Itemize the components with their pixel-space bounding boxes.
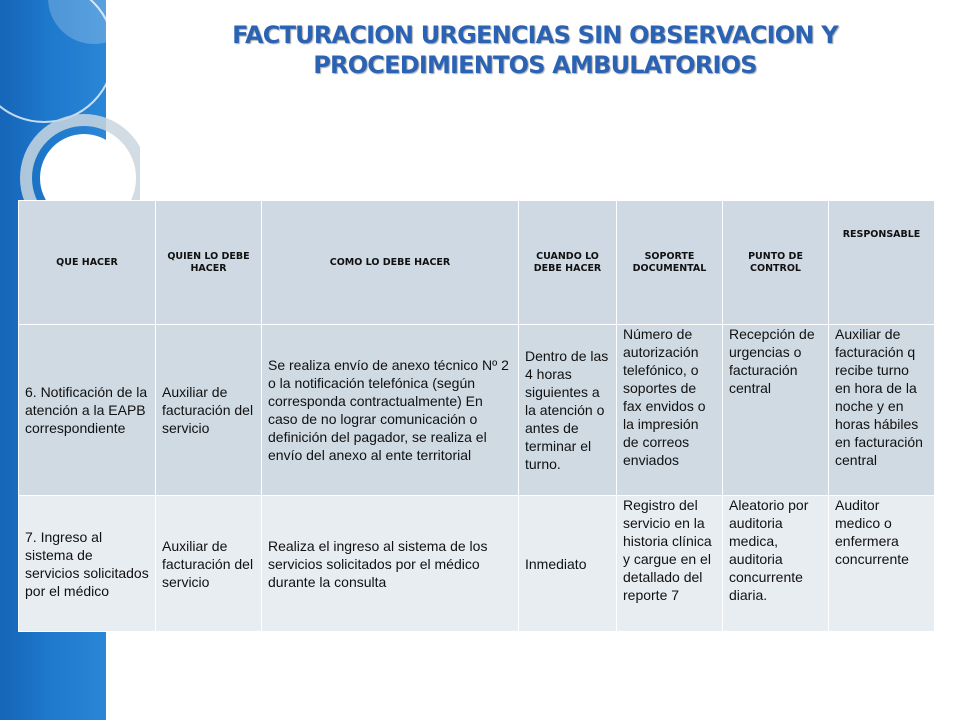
page-title bbox=[140, 20, 930, 80]
header-soporte-documental: SOPORTE DOCUMENTAL bbox=[617, 201, 723, 325]
cell-que-hacer: 7. Ingreso al sistema de servicios solicitados por el médico bbox=[19, 496, 156, 632]
cell-cuando: Inmediato bbox=[519, 496, 617, 632]
page-title-line-2: PROCEDIMIENTOS AMBULATORIOS bbox=[313, 51, 757, 79]
header-punto-de-control: PUNTO DE CONTROL bbox=[723, 201, 829, 325]
table-row bbox=[19, 325, 935, 496]
header-quien-lo-debe-hacer: QUIEN LO DEBE HACER bbox=[156, 201, 262, 325]
table-header-row bbox=[19, 201, 935, 325]
cell-como: Se realiza envío de anexo técnico Nº 2 o la notificación telefónica (según corresponda contractualmente) En caso de no lograr comunicación o definición del pagador, se realiza el envío del anexo al ente territorial bbox=[262, 325, 519, 496]
header-que-hacer: QUE HACER bbox=[19, 201, 156, 325]
cell-que-hacer: 6. Notificación de la atención a la EAPB correspondiente bbox=[19, 325, 156, 496]
cell-como: Realiza el ingreso al sistema de los servicios solicitados por el médico durante la consulta bbox=[262, 496, 519, 632]
header-como-lo-debe-hacer: COMO LO DEBE HACER bbox=[262, 201, 519, 325]
header-responsable: RESPONSABLE bbox=[829, 201, 935, 325]
cell-cuando: Dentro de las 4 horas siguientes a la atención o antes de terminar el turno. bbox=[519, 325, 617, 496]
cell-punto-control: Recepción de urgencias o facturación central bbox=[723, 325, 829, 496]
cell-responsable: Auditor medico o enfermera concurrente bbox=[829, 496, 935, 632]
cell-soporte: Número de autorización telefónico, o soportes de fax envidos o la impresión de correos enviados bbox=[617, 325, 723, 496]
table-row bbox=[19, 496, 935, 632]
cell-soporte: Registro del servicio en la historia clínica y cargue en el detallado del reporte 7 bbox=[617, 496, 723, 632]
header-cuando-lo-debe-hacer: CUANDO LO DEBE HACER bbox=[519, 201, 617, 325]
cell-punto-control: Aleatorio por auditoria medica, auditoria concurrente diaria. bbox=[723, 496, 829, 632]
cell-quien: Auxiliar de facturación del servicio bbox=[156, 325, 262, 496]
process-table bbox=[18, 200, 935, 632]
cell-responsable: Auxiliar de facturación q recibe turno en hora de la noche y en horas hábiles en facturación central bbox=[829, 325, 935, 496]
page-title-line-1: FACTURACION URGENCIAS SIN OBSERVACION Y bbox=[232, 21, 838, 49]
cell-quien: Auxiliar de facturación del servicio bbox=[156, 496, 262, 632]
